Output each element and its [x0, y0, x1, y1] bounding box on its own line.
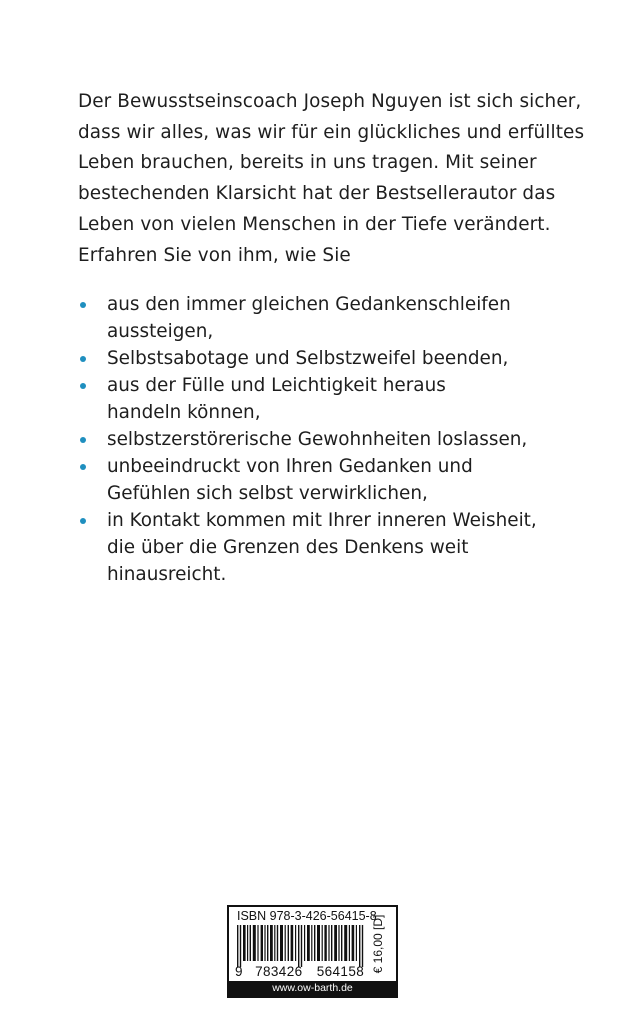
bullet-dot-icon: [80, 302, 86, 308]
bullet-line: unbeeindruckt von Ihren Gedanken und: [107, 456, 473, 477]
barcode-icon: [237, 925, 365, 967]
ean-right-group: 564158: [316, 964, 365, 979]
bullet-line: hinausreicht.: [107, 564, 227, 585]
isbn-label: ISBN 978-3-426-56415-8: [237, 909, 377, 923]
list-item: [78, 345, 598, 372]
bullet-line: Selbstsabotage und Selbstzweifel beenden,: [107, 348, 509, 369]
bullet-list: [78, 291, 598, 588]
publisher-url: www.ow-barth.de: [229, 981, 396, 996]
price-label: € 16,00 [D]: [371, 914, 385, 974]
bullet-dot-icon: [80, 437, 86, 443]
intro-line: Der Bewusstseinscoach Joseph Nguyen ist sich sicher,: [78, 91, 582, 112]
bullet-line: Gefühlen sich selbst verwirklichen,: [107, 483, 428, 504]
bullet-dot-icon: [80, 383, 86, 389]
ean-first-digit: 9: [235, 964, 243, 979]
intro-paragraph: [78, 87, 598, 271]
list-item: [78, 372, 598, 426]
bullet-line: in Kontakt kommen mit Ihrer inneren Weisheit,: [107, 510, 537, 531]
bullet-dot-icon: [80, 518, 86, 524]
bullet-line: die über die Grenzen des Denkens weit: [107, 537, 469, 558]
list-item: [78, 291, 598, 345]
bullet-line: aus den immer gleichen Gedankenschleifen: [107, 294, 511, 315]
list-item: [78, 426, 598, 453]
list-item: [78, 507, 598, 588]
isbn-barcode-box: [227, 905, 398, 998]
bullet-line: aussteigen,: [107, 321, 214, 342]
intro-line: Leben von vielen Menschen in der Tiefe verändert.: [78, 213, 551, 235]
ean-left-group: 783426: [255, 964, 303, 979]
bullet-dot-icon: [80, 356, 86, 362]
bullet-line: handeln können,: [107, 402, 261, 423]
intro-line: Leben brauchen, bereits in uns tragen. Mit seiner: [78, 152, 537, 174]
intro-line: bestechenden Klarsicht hat der Bestsellerautor das: [78, 183, 556, 205]
bullet-line: aus der Fülle und Leichtigkeit heraus: [107, 375, 446, 396]
ean-digits: [235, 964, 364, 979]
bullet-dot-icon: [80, 464, 86, 470]
intro-line: Erfahren Sie von ihm, wie Sie: [78, 244, 351, 266]
list-item: [78, 453, 598, 507]
bullet-line: selbstzerstörerische Gewohnheiten loslassen,: [107, 429, 528, 450]
intro-line: dass wir alles, was wir für ein glückliches und erfülltes: [78, 121, 585, 143]
